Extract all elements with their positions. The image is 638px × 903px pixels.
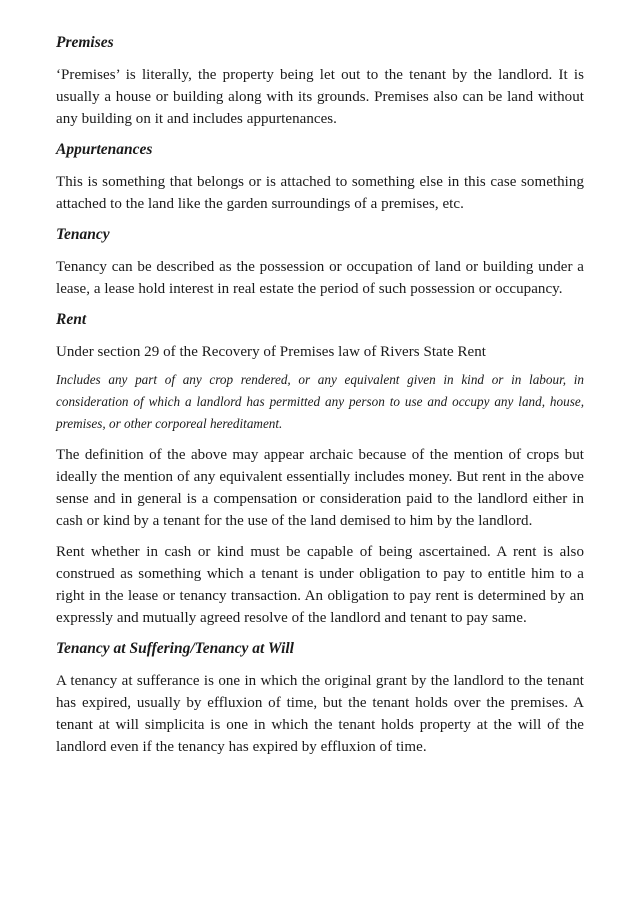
section-heading-appurtenances: Appurtenances	[56, 141, 153, 158]
section-heading-premises: Premises	[56, 34, 114, 51]
premises-paragraph: ‘Premises’ is literally, the property being let out to the tenant by the landlord. It is usually a house or building along with its grounds. Premises also can be land without any building on it and includes appurtenances.	[56, 67, 584, 127]
section-heading-tenancy: Tenancy	[56, 226, 110, 243]
tenancy-paragraph: Tenancy can be described as the possession or occupation of land or building under a lease, a lease hold interest in real estate the period of such possession or occupancy.	[56, 259, 584, 297]
section-heading-tenancy-at-suffering: Tenancy at Suffering/Tenancy at Will	[56, 640, 294, 657]
appurtenances-paragraph: This is something that belongs or is attached to something else in this case something attached to the land like the garden surroundings of a premises, etc.	[56, 174, 584, 212]
rent-paragraph-2: Rent whether in cash or kind must be capable of being ascertained. A rent is also construed as something which a tenant is under obligation to pay to entitle him to a right in the lease or tenancy transaction. An obligation to pay rent is determined by an expressly and mutually agreed resolve of the landlord and tenant to pay same.	[56, 544, 584, 626]
section-heading-rent: Rent	[56, 311, 87, 328]
rent-intro: Under section 29 of the Recovery of Premises law of Rivers State Rent	[56, 344, 487, 360]
rent-statutory-quote: Includes any part of any crop rendered, or any equivalent given in kind or in labour, in consideration of which a landlord has permitted any person to use and occupy any land, house, premises, or other corporeal hereditament.	[56, 372, 584, 431]
document-page	[56, 32, 584, 767]
tenancy-at-suffering-paragraph: A tenancy at sufferance is one in which the original grant by the landlord to the tenant has expired, usually by effluxion of time, but the tenant holds over the premises. A tenant at will simplicita is one in which the tenant holds property at the will of the landlord even if the tenancy has expired by effluxion of time.	[56, 673, 584, 755]
rent-paragraph-1: The definition of the above may appear archaic because of the mention of crops but ideally the mention of any equivalent essentially includes money. But rent in the above sense and in general is a compensation or consideration paid to the landlord either in cash or kind by a tenant for the use of the land demised to him by the landlord.	[56, 447, 584, 529]
